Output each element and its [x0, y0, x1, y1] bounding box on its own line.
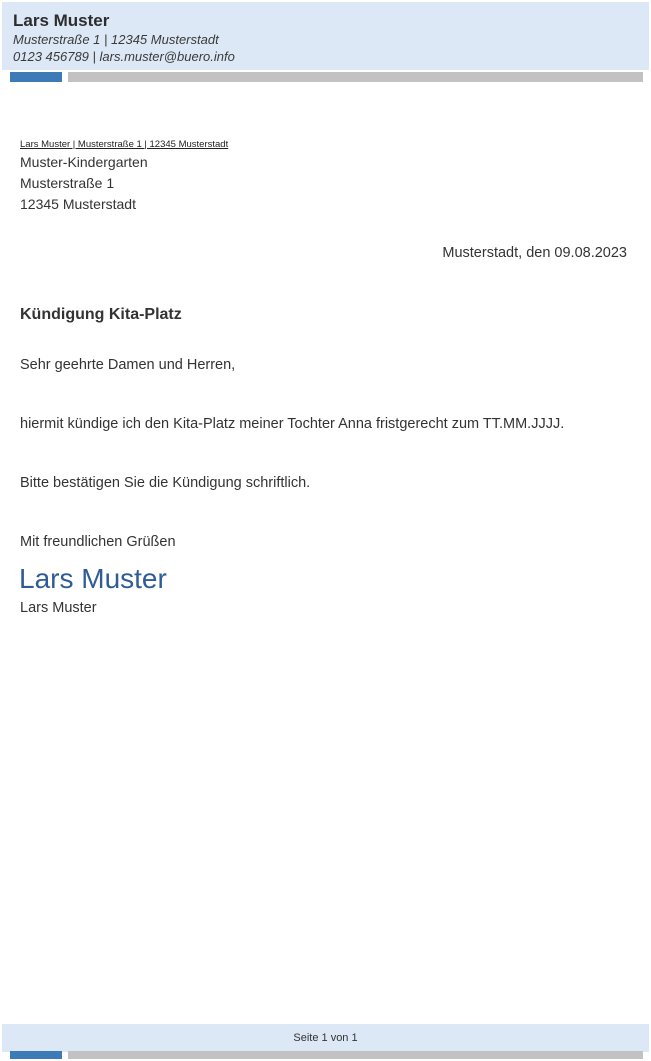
page-number: Seite 1 von 1: [293, 1032, 358, 1044]
signer-name: Lars Muster: [20, 600, 97, 616]
letterhead-address: Musterstraße 1 | 12345 Musterstadt: [13, 32, 219, 47]
recipient-street: Musterstraße 1: [20, 175, 115, 191]
salutation: Sehr geehrte Damen und Herren,: [20, 357, 236, 373]
footer: [2, 1024, 649, 1052]
header-accent-bar: [10, 72, 62, 82]
footer-accent-bar: [10, 1051, 62, 1059]
letterhead-contact: 0123 456789 | lars.muster@buero.info: [13, 49, 235, 64]
body-paragraph-1: hiermit kündige ich den Kita-Platz meiner Tochter Anna fristgerecht zum TT.MM.JJJJ.: [20, 416, 565, 432]
letterhead: [2, 2, 649, 70]
signature: Lars Muster: [19, 563, 167, 594]
letter-date: Musterstadt, den 09.08.2023: [442, 245, 627, 261]
header-rule: [68, 72, 643, 82]
recipient-city: 12345 Musterstadt: [20, 196, 136, 212]
footer-rule: [68, 1051, 643, 1059]
letterhead-name: Lars Muster: [13, 11, 110, 30]
sender-return-line: Lars Muster | Musterstraße 1 | 12345 Musterstadt: [20, 139, 229, 150]
recipient-name: Muster-Kindergarten: [20, 154, 148, 170]
body-paragraph-2: Bitte bestätigen Sie die Kündigung schriftlich.: [20, 475, 311, 491]
closing: Mit freundlichen Grüßen: [20, 534, 176, 550]
letter-subject: Kündigung Kita-Platz: [20, 306, 182, 323]
